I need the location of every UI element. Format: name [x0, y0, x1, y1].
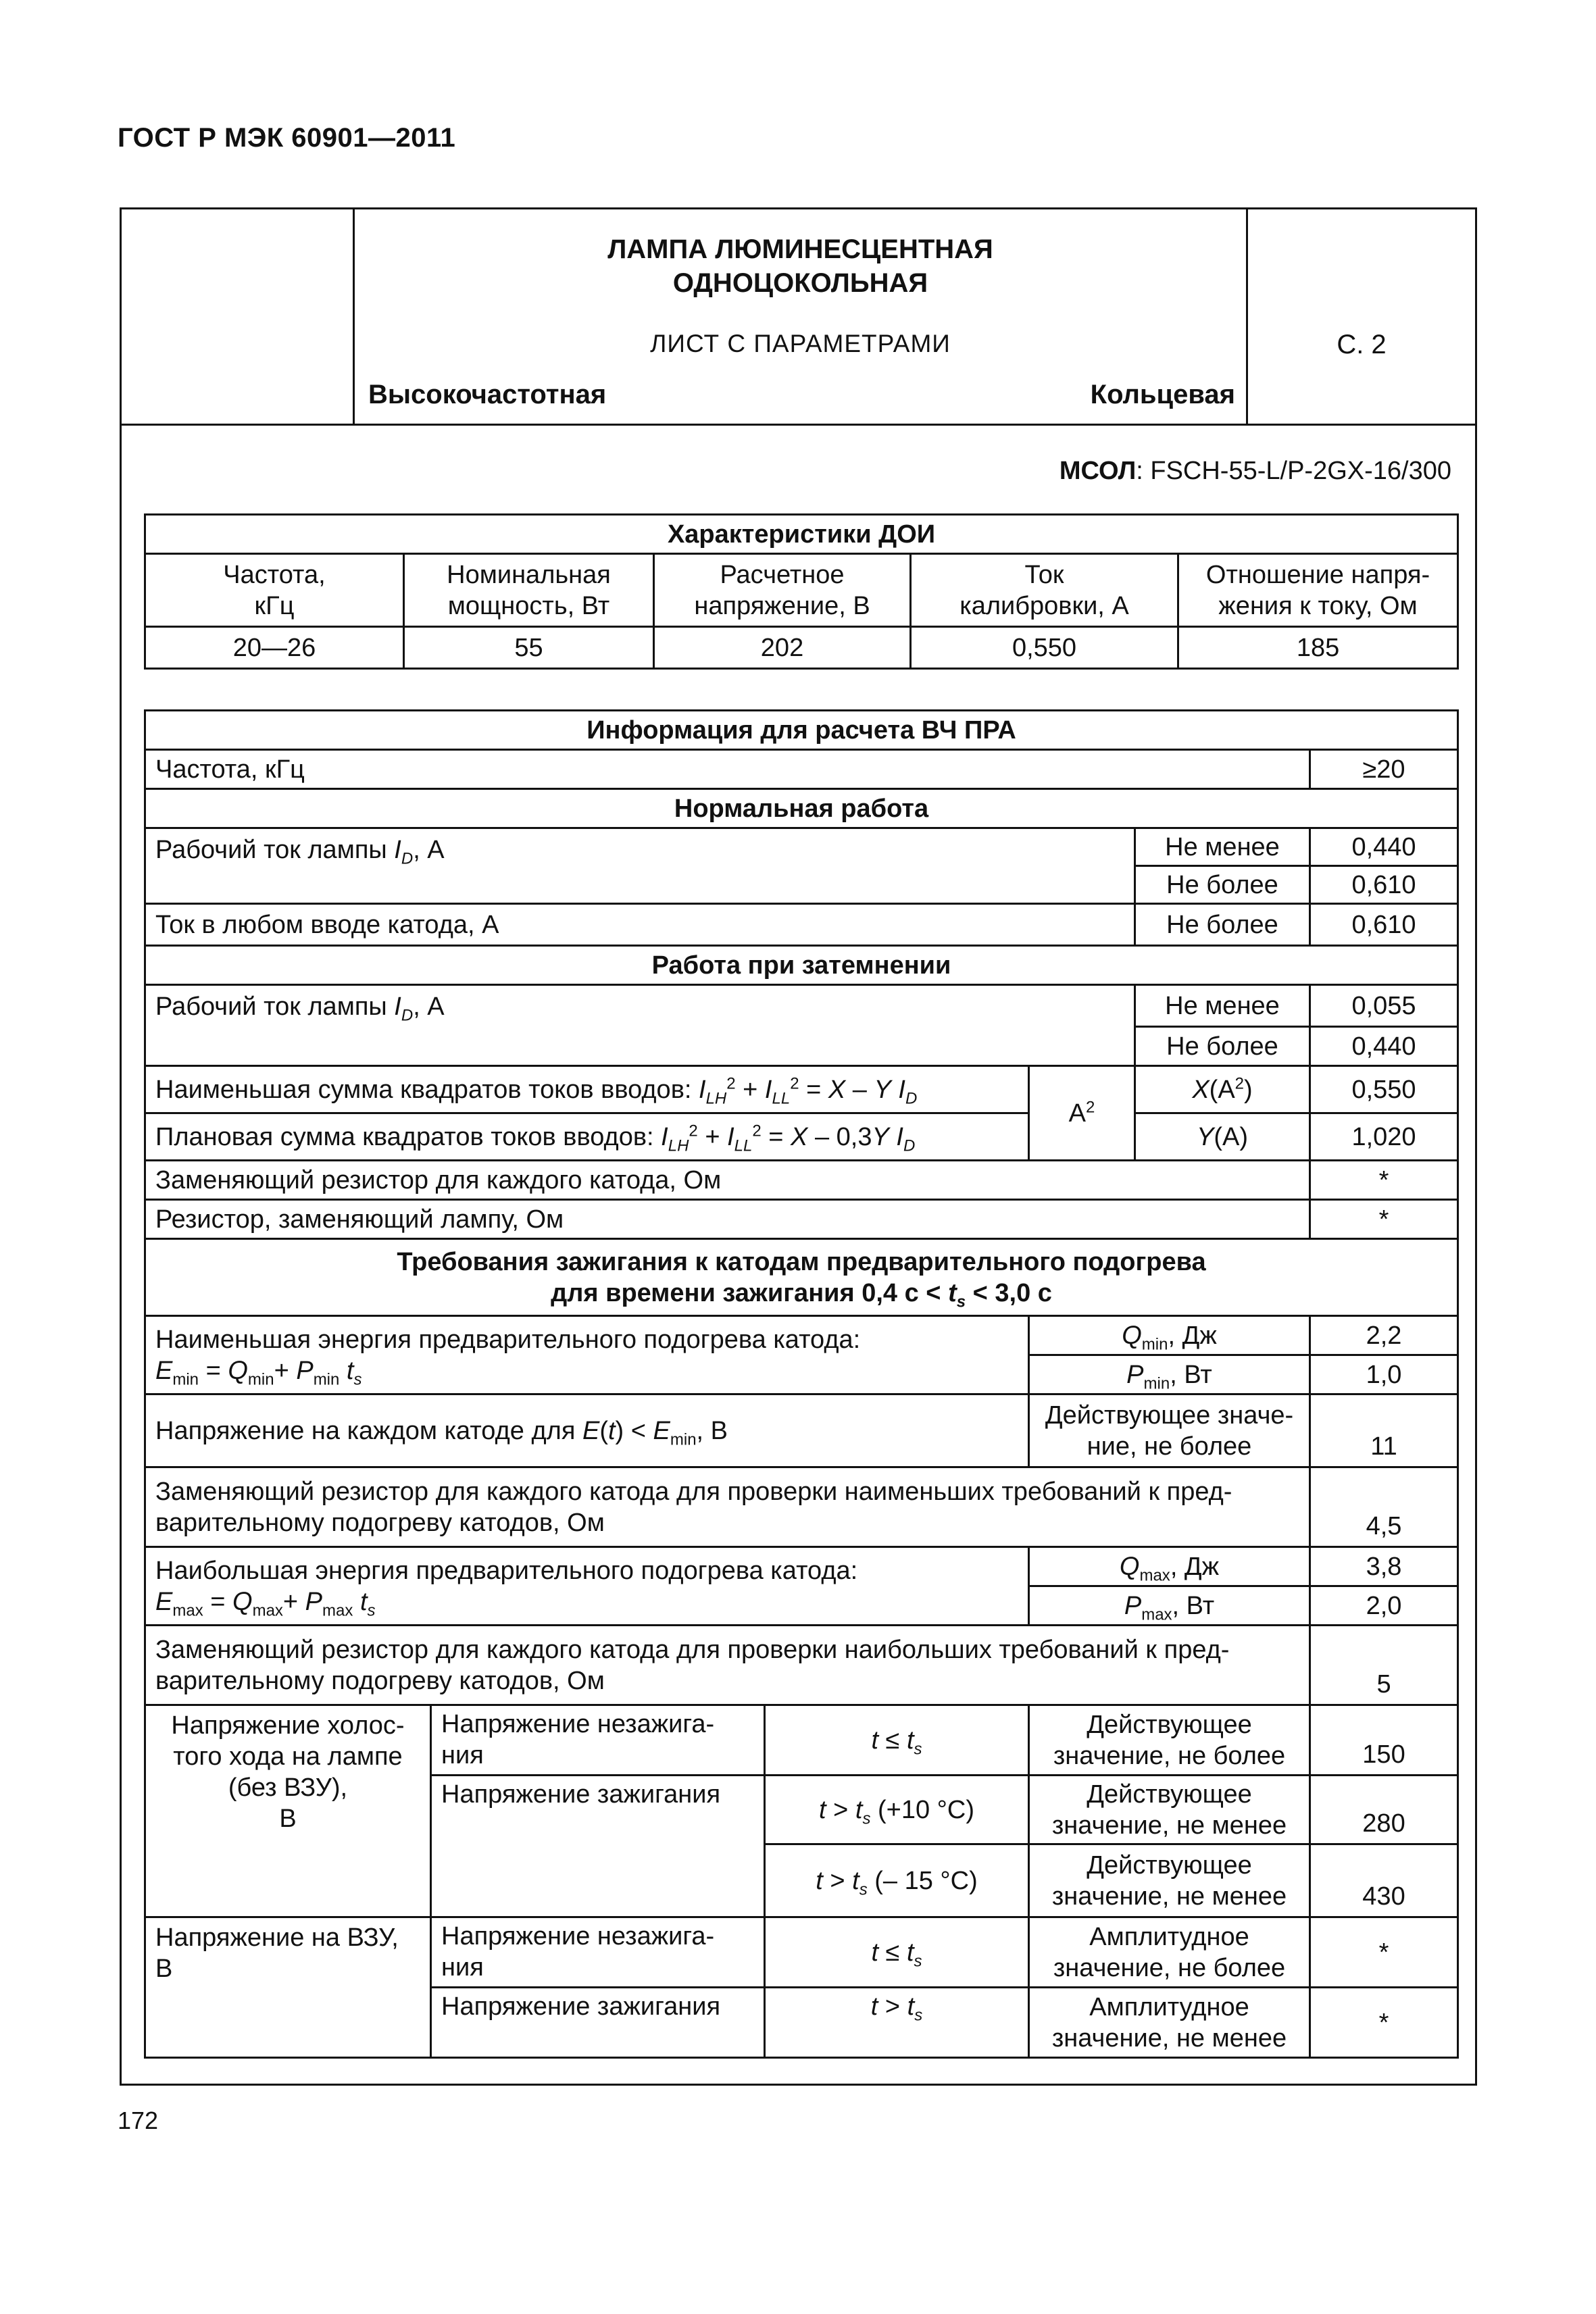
- ignition-label: Напряжение зажигания: [431, 1776, 765, 1917]
- qmax-label: $Q_{max}$, Дж: [1029, 1547, 1310, 1586]
- y-value: 1,020: [1310, 1113, 1458, 1161]
- sheet-header: [122, 209, 1475, 426]
- y-label: Y(A): [1135, 1113, 1310, 1161]
- doi-col-ratio: Отношение напря- жения к току, Ом: [1178, 554, 1458, 627]
- ocv-value: 280: [1310, 1776, 1458, 1844]
- qmin-label: $Q_{min}$, Дж: [1029, 1316, 1310, 1355]
- doi-value: 0,550: [911, 627, 1178, 669]
- rms-not-less: Действующее значение, не менее: [1029, 1776, 1310, 1844]
- limit-label: Не менее: [1135, 828, 1310, 866]
- vzu-value: *: [1310, 1988, 1458, 2058]
- doi-value: 20—26: [145, 627, 404, 669]
- res-min-label: Заменяющий резистор для каждого катода для проверки наименьших требований к пред- варительному подогреву катодов, Ом: [145, 1467, 1310, 1547]
- res-min-value: 4,5: [1310, 1467, 1458, 1547]
- limit-label: Не более: [1135, 904, 1310, 946]
- lamp-title-line2: ОДНОЦОКОЛЬНАЯ: [672, 268, 928, 298]
- amplitude-not-less: Амплитудное значение, не менее: [1029, 1988, 1310, 2058]
- lamp-title: [355, 232, 1246, 300]
- dim-min-value: 0,055: [1310, 985, 1458, 1027]
- doi-title: Характеристики ДОИ: [145, 515, 1458, 554]
- doi-col-current: Ток калибровки, А: [911, 554, 1178, 627]
- vzu-voltage-label: Напряжение на ВЗУ, В: [145, 1917, 431, 2058]
- cathode-current-label: Ток в любом вводе катода, А: [145, 904, 1135, 946]
- condition-t-le-ts: $t \le t_s$: [765, 1705, 1029, 1776]
- condition-t-gt-ts-minus: $t > t_s$ (– 15 °С): [765, 1844, 1029, 1917]
- parameter-sheet-frame: [120, 207, 1477, 2086]
- doi-value-row: [145, 627, 1458, 669]
- msol-label: МСОЛ: [1059, 457, 1137, 485]
- dim-op-current-label: Рабочий ток лампы $I_D$, А: [145, 985, 1135, 1066]
- non-ignition-label: Напряжение незажига- ния: [431, 1917, 765, 1988]
- rms-not-more: Действующее значение, не более: [1029, 1705, 1310, 1776]
- normal-max-value: 0,610: [1310, 866, 1458, 904]
- cathode-voltage-label: Напряжение на каждом катоде для $E(t) < E_{min}$, В: [145, 1394, 1029, 1467]
- max-energy-label: Наибольшая энергия предварительного подогрева катода: $E_{max} = Q_{max}+ P_{max}$ $t_s$: [145, 1547, 1029, 1626]
- ocv-value: 430: [1310, 1844, 1458, 1917]
- dim-max-value: 0,440: [1310, 1027, 1458, 1066]
- ignition-requirements-title: Требования зажигания к катодам предварительного подогрева для времени зажигания 0,4 $с < t_s < 3,0$ с: [145, 1239, 1458, 1316]
- condition-t-le-ts: $t \le t_s$: [765, 1917, 1029, 1988]
- hf-title: Информация для расчета ВЧ ПРА: [145, 711, 1458, 750]
- doi-header-row: [145, 554, 1458, 627]
- dimming-title: Работа при затемнении: [145, 946, 1458, 985]
- least-sum-label: Наименьшая сумма квадратов токов вводов: $I_{LH}^2 + I_{LL}^2 = X - Y$ $I_D$: [145, 1066, 1029, 1113]
- page-number: 172: [118, 2107, 159, 2134]
- lamp-resistor-value: *: [1310, 1200, 1458, 1239]
- pmax-value: 2,0: [1310, 1586, 1458, 1626]
- msol-designation: [1059, 457, 1451, 486]
- header-page-cell: [1246, 209, 1477, 424]
- limit-label: Не менее: [1135, 985, 1310, 1027]
- res-max-value: 5: [1310, 1626, 1458, 1705]
- lamp-type-left: Высокочастотная: [368, 380, 607, 409]
- min-energy-label: Наименьшая энергия предварительного подогрева катода: $E_{min} = Q_{min}+ P_{min}$ $t_s$: [145, 1316, 1029, 1394]
- freq-value: ≥20: [1310, 750, 1458, 789]
- pmin-value: 1,0: [1310, 1355, 1458, 1394]
- vzu-value: *: [1310, 1917, 1458, 1988]
- doi-value: 185: [1178, 627, 1458, 669]
- amplitude-not-more: Амплитудное значение, не более: [1029, 1917, 1310, 1988]
- pmin-label: $P_{min}$, Вт: [1029, 1355, 1310, 1394]
- cathode-current-value: 0,610: [1310, 904, 1458, 946]
- lamp-resistor-label: Резистор, заменяющий лампу, Ом: [145, 1200, 1310, 1239]
- doi-characteristics-table: [144, 513, 1459, 670]
- sheet-label: ЛИСТ С ПАРАМЕТРАМИ: [650, 330, 951, 357]
- doi-value: 55: [404, 627, 654, 669]
- ocv-label: Напряжение холос- того хода на лампе (без ВЗУ), В: [145, 1705, 431, 1917]
- normal-op-title: Нормальная работа: [145, 789, 1458, 828]
- rms-not-more-label: Действующее значе- ние, не более: [1029, 1394, 1310, 1467]
- doi-col-freq: Частота, кГц: [145, 554, 404, 627]
- substitute-resistor-value: *: [1310, 1161, 1458, 1200]
- hf-ballast-table: [144, 709, 1459, 2059]
- normal-op-current-label: Рабочий ток лампы $I_D$, А: [145, 828, 1135, 904]
- condition-t-gt-ts: $t > t_s$: [765, 1988, 1029, 2058]
- pmax-label: $P_{max}$, Вт: [1029, 1586, 1310, 1626]
- lamp-type-right: Кольцевая: [1090, 380, 1235, 409]
- ocv-value: 150: [1310, 1705, 1458, 1776]
- non-ignition-label: Напряжение незажига- ния: [431, 1705, 765, 1776]
- doi-col-voltage: Расчетное напряжение, В: [654, 554, 911, 627]
- x-value: 0,550: [1310, 1066, 1458, 1113]
- res-max-label: Заменяющий резистор для каждого катода для проверки наибольших требований к пред- варительному подогреву катодов, Ом: [145, 1626, 1310, 1705]
- limit-label: Не более: [1135, 866, 1310, 904]
- lamp-title-line1: ЛАМПА ЛЮМИНЕСЦЕНТНАЯ: [607, 234, 993, 264]
- normal-min-value: 0,440: [1310, 828, 1458, 866]
- substitute-resistor-label: Заменяющий резистор для каждого катода, Ом: [145, 1161, 1310, 1200]
- x-label: $X(A^2)$: [1135, 1066, 1310, 1113]
- freq-label: Частота, кГц: [145, 750, 1310, 789]
- cathode-voltage-value: 11: [1310, 1394, 1458, 1467]
- qmin-value: 2,2: [1310, 1316, 1458, 1355]
- doi-col-power: Номинальная мощность, Вт: [404, 554, 654, 627]
- standard-designation: ГОСТ Р МЭК 60901—2011: [118, 123, 456, 153]
- condition-t-gt-ts-plus: $t > t_s$ (+10 °С): [765, 1776, 1029, 1844]
- sheet-page-ref: С. 2: [1337, 330, 1387, 359]
- limit-label: Не более: [1135, 1027, 1310, 1066]
- msol-value: : FSCH-55-L/P-2GX-16/300: [1136, 457, 1451, 485]
- qmax-value: 3,8: [1310, 1547, 1458, 1586]
- doi-value: 202: [654, 627, 911, 669]
- header-blank-cell: [122, 209, 355, 424]
- rms-not-less: Действующее значение, не менее: [1029, 1844, 1310, 1917]
- a2-unit: $A^2$: [1029, 1066, 1135, 1161]
- plan-sum-label: Плановая сумма квадратов токов вводов: $I_{LH}^2 + I_{LL}^2 = X - 0,3Y$ $I_D$: [145, 1113, 1029, 1161]
- ignition-label: Напряжение зажигания: [431, 1988, 765, 2058]
